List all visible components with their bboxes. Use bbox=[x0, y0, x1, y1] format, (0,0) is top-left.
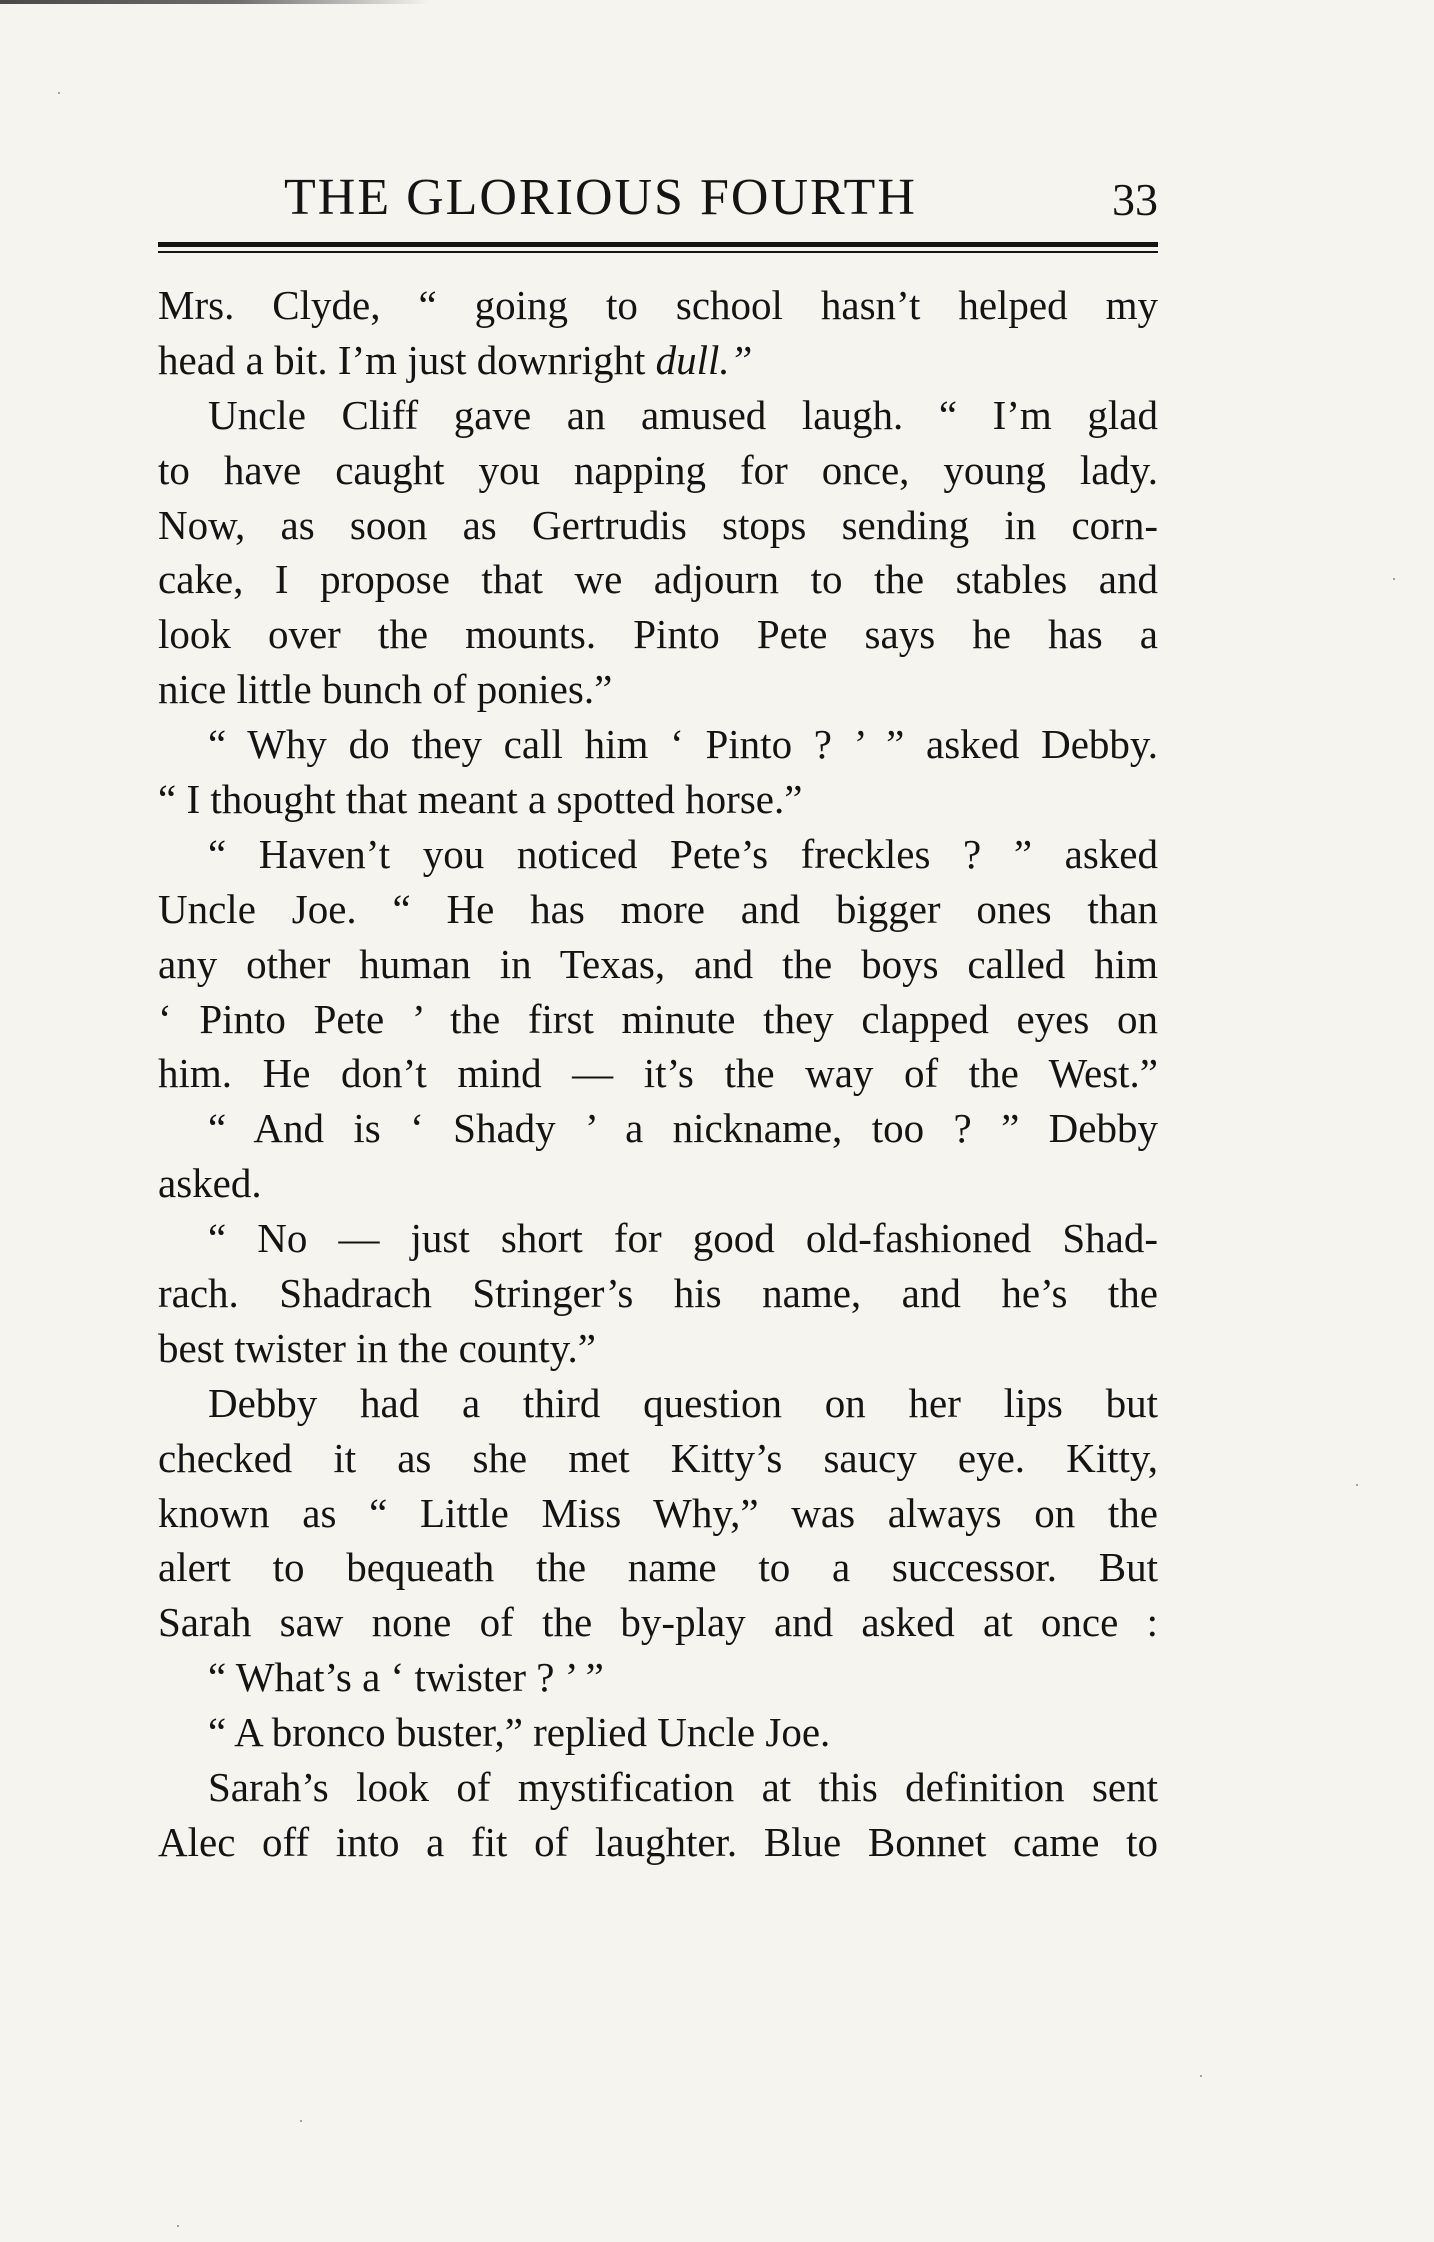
text-line bbox=[158, 1266, 1158, 1321]
scan-speck bbox=[1393, 578, 1395, 580]
text-line-content: “ No — just short for good old-fashioned Shad- bbox=[208, 1215, 1158, 1262]
scan-edge-mark bbox=[0, 0, 430, 4]
text-line bbox=[158, 662, 1158, 717]
text-line-content: nice little bunch of ponies.” bbox=[158, 666, 613, 713]
text-line-content: Sarah’s look of mystification at this definition sent bbox=[208, 1764, 1158, 1811]
text-line bbox=[158, 1650, 1158, 1705]
text-line-content: “ I thought that meant a spotted horse.” bbox=[158, 776, 803, 823]
scan-speck bbox=[58, 92, 60, 94]
text-line bbox=[158, 498, 1158, 553]
scan-speck bbox=[177, 2225, 179, 2227]
text-line bbox=[158, 1760, 1158, 1815]
text-line-content: rach. Shadrach Stringer’s his name, and he’s the bbox=[158, 1270, 1158, 1317]
text-line bbox=[158, 388, 1158, 443]
text-line bbox=[158, 992, 1158, 1047]
text-line bbox=[158, 827, 1158, 882]
text-line-content: head a bit. I’m just downright bbox=[158, 336, 656, 383]
text-line bbox=[158, 1540, 1158, 1595]
text-line-content: cake, I propose that we adjourn to the stables and bbox=[158, 556, 1158, 603]
text-line-content: Now, as soon as Gertrudis stops sending in corn- bbox=[158, 501, 1158, 548]
page-number: 33 bbox=[1112, 174, 1158, 225]
text-line-content: Uncle Joe. “ He has more and bigger ones than bbox=[158, 885, 1158, 932]
text-line-content: “ A bronco buster,” replied Uncle Joe. bbox=[208, 1709, 831, 1756]
text-line bbox=[158, 1705, 1158, 1760]
scan-speck bbox=[300, 2120, 302, 2122]
text-line-content: “ Haven’t you noticed Pete’s freckles ? ” asked bbox=[208, 830, 1158, 877]
text-line bbox=[158, 1815, 1158, 1870]
emphasized-word: dull.” bbox=[655, 336, 753, 383]
text-line bbox=[158, 937, 1158, 992]
text-line bbox=[158, 552, 1158, 607]
text-line bbox=[158, 1431, 1158, 1486]
text-line-content: him. He don’t mind — it’s the way of the West.” bbox=[158, 1050, 1158, 1097]
text-line bbox=[158, 882, 1158, 937]
text-line-content: any other human in Texas, and the boys called him bbox=[158, 940, 1158, 987]
text-line-content: known as “ Little Miss Why,” was always on the bbox=[158, 1489, 1158, 1536]
running-title: THE GLORIOUS FOURTH bbox=[284, 169, 917, 226]
text-line bbox=[158, 1376, 1158, 1431]
text-line bbox=[158, 772, 1158, 827]
text-line bbox=[158, 333, 1158, 388]
text-line bbox=[158, 1321, 1158, 1376]
text-line bbox=[158, 1156, 1158, 1211]
scan-speck bbox=[1200, 2075, 1202, 2077]
text-line bbox=[158, 1101, 1158, 1156]
text-line bbox=[158, 607, 1158, 662]
text-line bbox=[158, 717, 1158, 772]
page-header bbox=[158, 168, 1158, 238]
body-text bbox=[158, 278, 1158, 1870]
text-line-content: asked. bbox=[158, 1160, 262, 1207]
text-line-content: best twister in the county.” bbox=[158, 1324, 596, 1371]
text-line-content: Sarah saw none of the by-play and asked at once : bbox=[158, 1599, 1158, 1646]
text-line bbox=[158, 1486, 1158, 1541]
text-line-content: Uncle Cliff gave an amused laugh. “ I’m glad bbox=[208, 391, 1158, 438]
header-rule-thick bbox=[158, 242, 1158, 247]
text-line-content: “ Why do they call him ‘ Pinto ? ’ ” asked Debby. bbox=[208, 721, 1158, 768]
text-line-content: ‘ Pinto Pete ’ the first minute they clapped eyes on bbox=[158, 995, 1158, 1042]
text-line bbox=[158, 278, 1158, 333]
text-line-content: “ And is ‘ Shady ’ a nickname, too ? ” Debby bbox=[208, 1105, 1158, 1152]
text-line-content: to have caught you napping for once, young lady. bbox=[158, 446, 1158, 493]
text-line-content: Debby had a third question on her lips but bbox=[208, 1379, 1158, 1426]
text-line-content: Alec off into a fit of laughter. Blue Bonnet came to bbox=[158, 1818, 1158, 1865]
text-line-content: “ What’s a ‘ twister ? ’ ” bbox=[208, 1654, 604, 1701]
text-line bbox=[158, 1595, 1158, 1650]
text-line-content: checked it as she met Kitty’s saucy eye. Kitty, bbox=[158, 1434, 1158, 1481]
text-line-content: Mrs. Clyde, “ going to school hasn’t helped my bbox=[158, 282, 1158, 328]
text-line bbox=[158, 1211, 1158, 1266]
text-line bbox=[158, 443, 1158, 498]
header-rule-thin bbox=[158, 251, 1158, 253]
text-line-content: look over the mounts. Pinto Pete says he has a bbox=[158, 611, 1158, 658]
text-line bbox=[158, 1046, 1158, 1101]
text-line-content: alert to bequeath the name to a successor. But bbox=[158, 1544, 1158, 1591]
scan-speck bbox=[1356, 1484, 1358, 1486]
